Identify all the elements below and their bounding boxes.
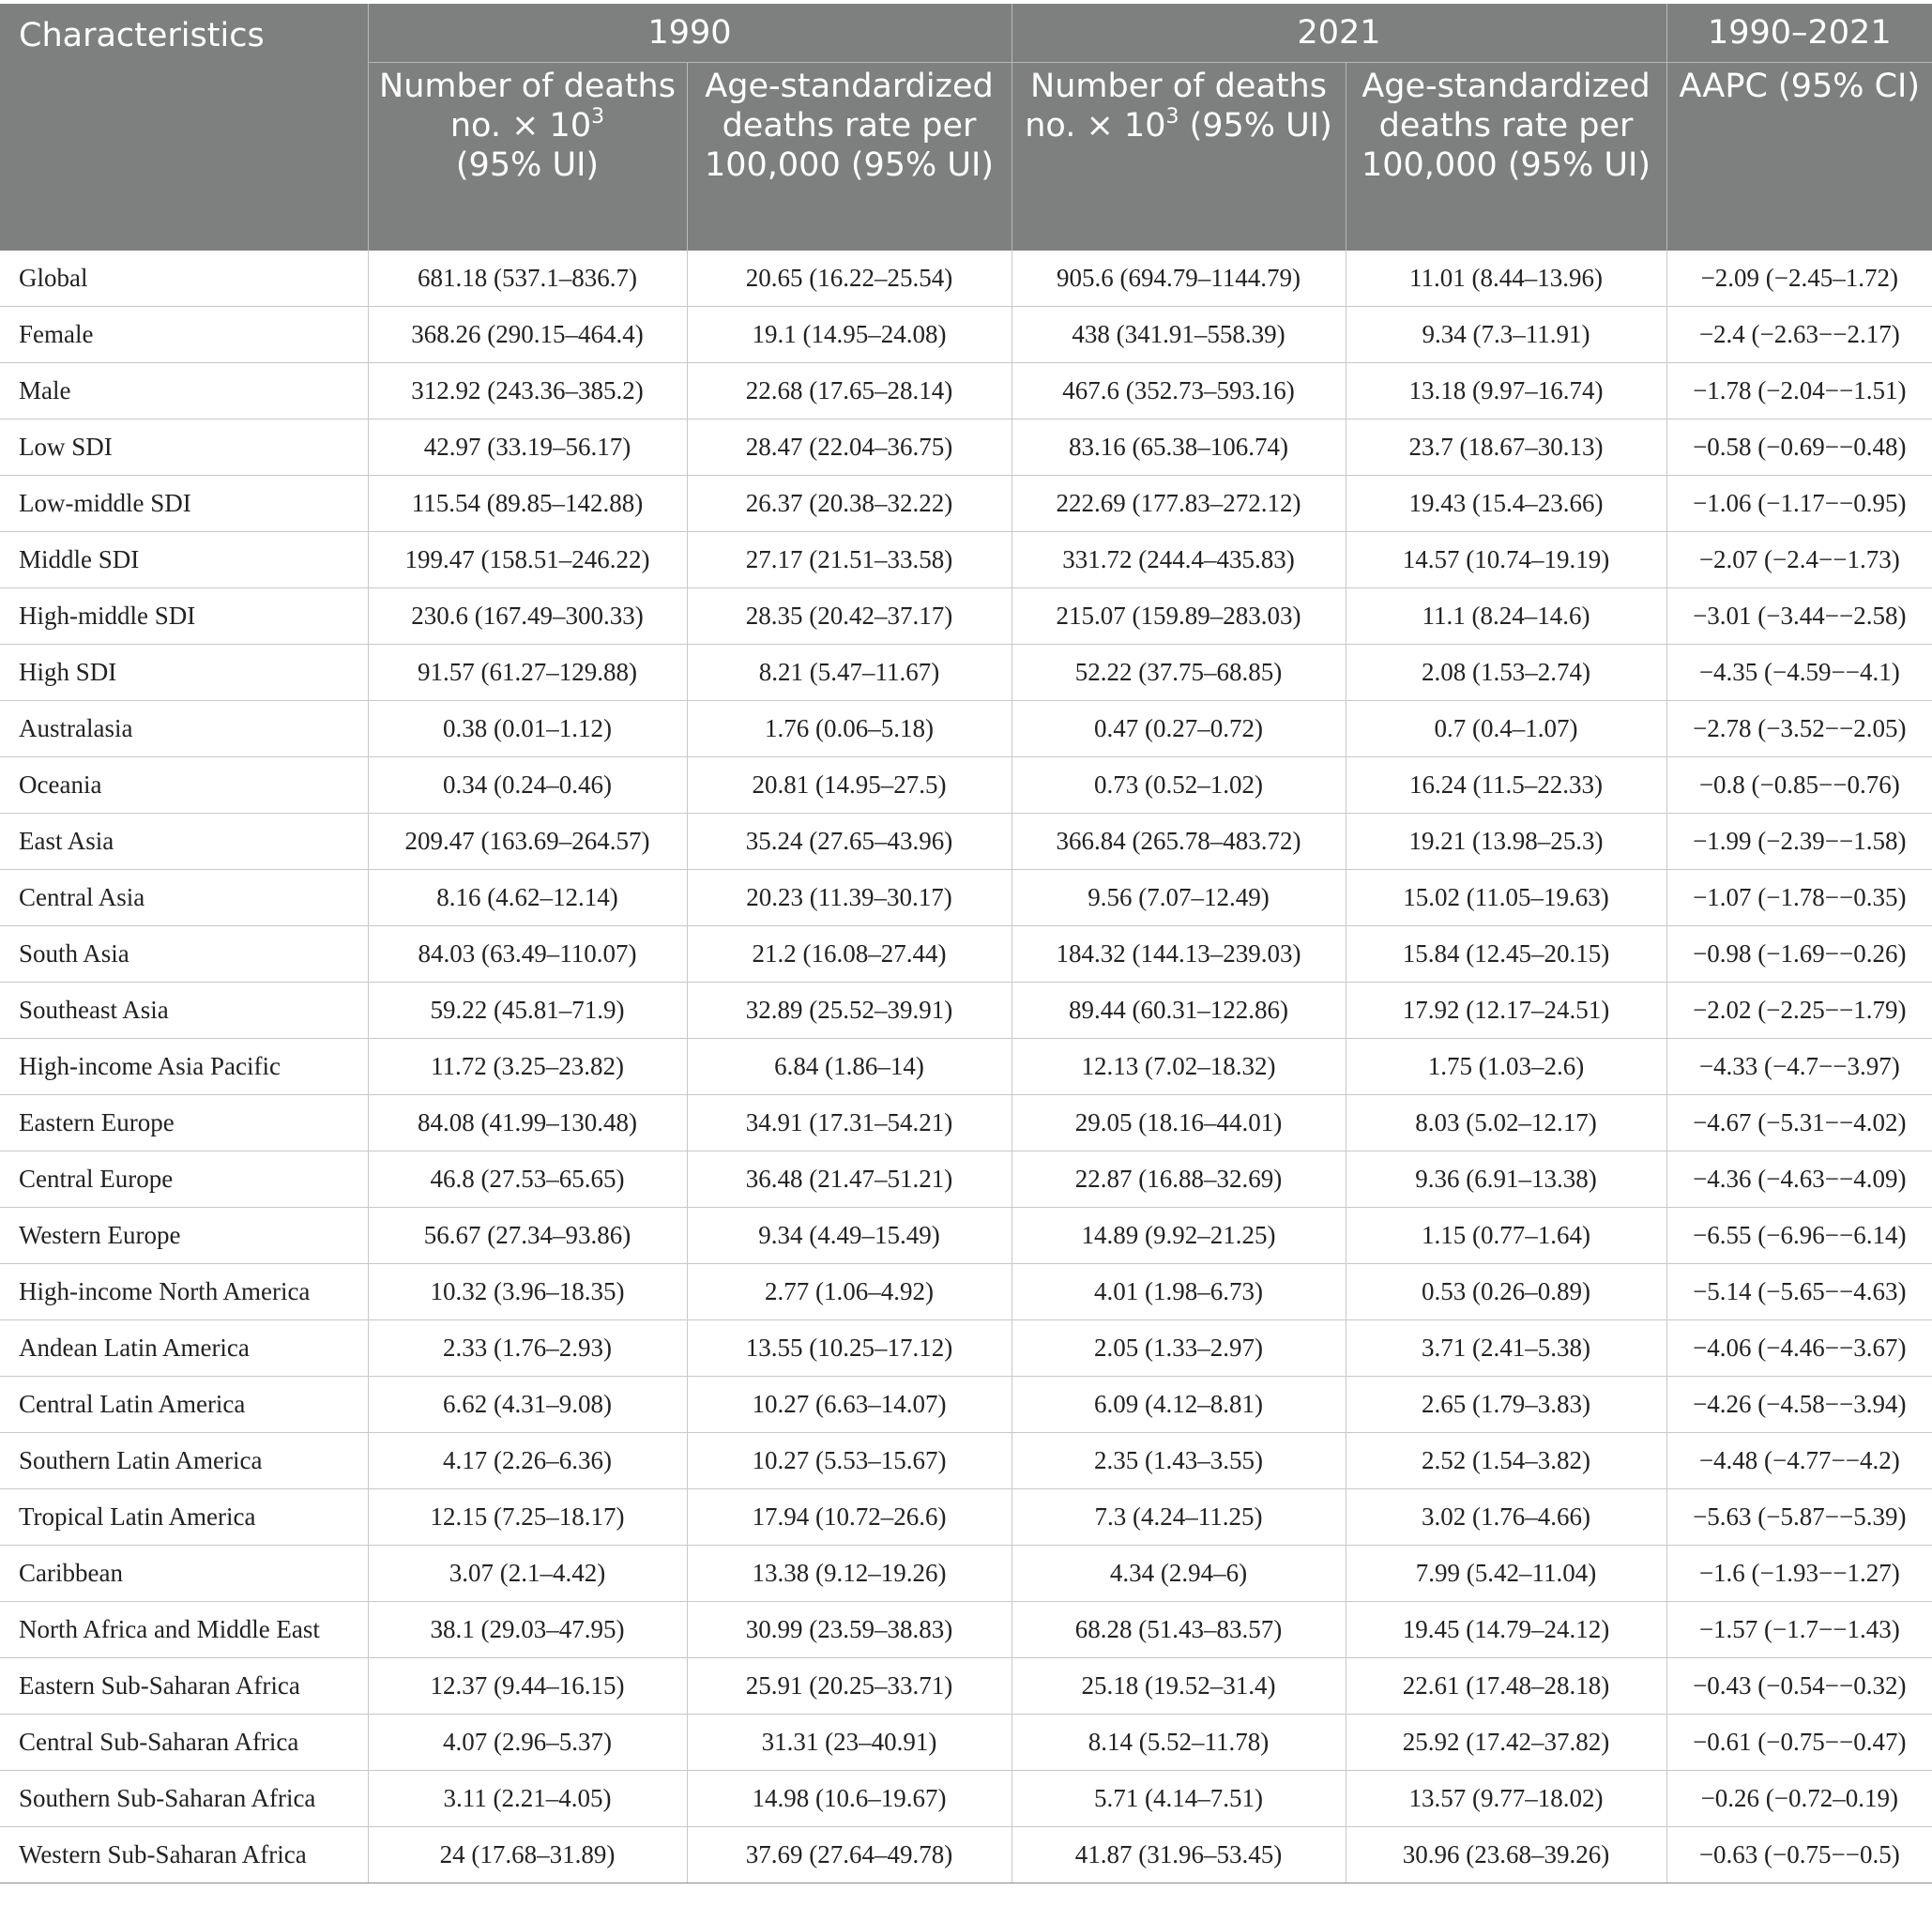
cell-deaths-2021: 438 (341.91–558.39): [1012, 307, 1346, 363]
cell-aapc: −4.36 (−4.63−−4.09): [1666, 1151, 1932, 1208]
cell-deaths-1990: 8.16 (4.62–12.14): [368, 870, 687, 926]
cell-deaths-2021: 41.87 (31.96–53.45): [1012, 1827, 1346, 1883]
cell-rate-1990: 37.69 (27.64–49.78): [687, 1827, 1012, 1883]
cell-aapc: −4.48 (−4.77−−4.2): [1666, 1433, 1932, 1489]
table-row: [0, 1264, 1932, 1320]
cell-aapc: −0.63 (−0.75−−0.5): [1666, 1827, 1932, 1883]
cell-deaths-2021: 184.32 (144.13–239.03): [1012, 926, 1346, 983]
cell-deaths-1990: 4.07 (2.96–5.37): [368, 1715, 687, 1771]
cell-deaths-2021: 4.01 (1.98–6.73): [1012, 1264, 1346, 1320]
cell-aapc: −4.67 (−5.31−−4.02): [1666, 1095, 1932, 1151]
table-row: [0, 926, 1932, 983]
cell-aapc: −2.07 (−2.4−−1.73): [1666, 532, 1932, 588]
cell-deaths-1990: 4.17 (2.26–6.36): [368, 1433, 687, 1489]
cell-characteristic: Global: [0, 251, 368, 307]
cell-aapc: −0.98 (−1.69−−0.26): [1666, 926, 1932, 983]
cell-characteristic: Low-middle SDI: [0, 476, 368, 532]
cell-characteristic: Central Europe: [0, 1151, 368, 1208]
cell-rate-2021: 16.24 (11.5–22.33): [1346, 757, 1666, 814]
data-table: [0, 4, 1932, 1883]
cell-aapc: −6.55 (−6.96−−6.14): [1666, 1208, 1932, 1264]
table-row: [0, 1377, 1932, 1433]
table-row: [0, 1151, 1932, 1208]
cell-characteristic: Central Asia: [0, 870, 368, 926]
cell-deaths-1990: 115.54 (89.85–142.88): [368, 476, 687, 532]
header-aapc: AAPC (95% CI): [1666, 63, 1932, 252]
cell-rate-1990: 26.37 (20.38–32.22): [687, 476, 1012, 532]
cell-aapc: −4.06 (−4.46−−3.67): [1666, 1320, 1932, 1377]
table-row: [0, 983, 1932, 1039]
cell-characteristic: Andean Latin America: [0, 1320, 368, 1377]
cell-deaths-2021: 467.6 (352.73–593.16): [1012, 363, 1346, 419]
cell-deaths-2021: 905.6 (694.79–1144.79): [1012, 251, 1346, 307]
cell-rate-2021: 7.99 (5.42–11.04): [1346, 1546, 1666, 1602]
cell-deaths-2021: 22.87 (16.88–32.69): [1012, 1151, 1346, 1208]
cell-characteristic: Male: [0, 363, 368, 419]
cell-rate-1990: 25.91 (20.25–33.71): [687, 1658, 1012, 1715]
cell-deaths-1990: 6.62 (4.31–9.08): [368, 1377, 687, 1433]
cell-characteristic: South Asia: [0, 926, 368, 983]
cell-rate-1990: 19.1 (14.95–24.08): [687, 307, 1012, 363]
cell-deaths-2021: 52.22 (37.75–68.85): [1012, 645, 1346, 701]
table-row: [0, 757, 1932, 814]
cell-aapc: −2.4 (−2.63−−2.17): [1666, 307, 1932, 363]
cell-aapc: −2.02 (−2.25−−1.79): [1666, 983, 1932, 1039]
table-row: [0, 1320, 1932, 1377]
cell-deaths-2021: 7.3 (4.24–11.25): [1012, 1489, 1346, 1546]
table-row: [0, 476, 1932, 532]
cell-characteristic: High-income Asia Pacific: [0, 1039, 368, 1095]
cell-deaths-2021: 0.47 (0.27–0.72): [1012, 701, 1346, 757]
header-deaths-2021: Number of deaths no. × $10^3$ (95% UI): [1012, 63, 1346, 252]
table-row: [0, 1602, 1932, 1658]
cell-characteristic: Western Europe: [0, 1208, 368, 1264]
cell-aapc: −2.78 (−3.52−−2.05): [1666, 701, 1932, 757]
cell-deaths-2021: 331.72 (244.4–435.83): [1012, 532, 1346, 588]
cell-rate-1990: 35.24 (27.65–43.96): [687, 814, 1012, 870]
cell-rate-2021: 11.01 (8.44–13.96): [1346, 251, 1666, 307]
cell-rate-1990: 2.77 (1.06–4.92): [687, 1264, 1012, 1320]
cell-rate-1990: 28.35 (20.42–37.17): [687, 588, 1012, 645]
table-row: [0, 1489, 1932, 1546]
cell-aapc: −0.26 (−0.72–0.19): [1666, 1771, 1932, 1827]
cell-rate-1990: 8.21 (5.47–11.67): [687, 645, 1012, 701]
cell-deaths-1990: 681.18 (537.1–836.7): [368, 251, 687, 307]
cell-aapc: −4.33 (−4.7−−3.97): [1666, 1039, 1932, 1095]
cell-deaths-2021: 0.73 (0.52–1.02): [1012, 757, 1346, 814]
cell-rate-2021: 2.52 (1.54–3.82): [1346, 1433, 1666, 1489]
cell-aapc: −4.35 (−4.59−−4.1): [1666, 645, 1932, 701]
table-row: [0, 870, 1932, 926]
cell-rate-2021: 2.08 (1.53–2.74): [1346, 645, 1666, 701]
table-row: [0, 251, 1932, 307]
cell-characteristic: Australasia: [0, 701, 368, 757]
cell-characteristic: Eastern Europe: [0, 1095, 368, 1151]
cell-deaths-1990: 209.47 (163.69–264.57): [368, 814, 687, 870]
cell-characteristic: Western Sub-Saharan Africa: [0, 1827, 368, 1883]
table-row: [0, 1771, 1932, 1827]
cell-rate-2021: 25.92 (17.42–37.82): [1346, 1715, 1666, 1771]
cell-rate-2021: 17.92 (12.17–24.51): [1346, 983, 1666, 1039]
cell-characteristic: Central Sub-Saharan Africa: [0, 1715, 368, 1771]
cell-deaths-2021: 68.28 (51.43–83.57): [1012, 1602, 1346, 1658]
cell-deaths-1990: 84.08 (41.99–130.48): [368, 1095, 687, 1151]
cell-rate-1990: 32.89 (25.52–39.91): [687, 983, 1012, 1039]
cell-rate-2021: 15.84 (12.45–20.15): [1346, 926, 1666, 983]
cell-rate-1990: 22.68 (17.65–28.14): [687, 363, 1012, 419]
cell-rate-1990: 17.94 (10.72–26.6): [687, 1489, 1012, 1546]
header-year-1990: 1990: [368, 4, 1012, 63]
cell-deaths-2021: 2.05 (1.33–2.97): [1012, 1320, 1346, 1377]
cell-deaths-1990: 312.92 (243.36–385.2): [368, 363, 687, 419]
table-row: [0, 1039, 1932, 1095]
table-row: [0, 1658, 1932, 1715]
cell-rate-2021: 3.02 (1.76–4.66): [1346, 1489, 1666, 1546]
cell-characteristic: Oceania: [0, 757, 368, 814]
cell-characteristic: Female: [0, 307, 368, 363]
table-row: [0, 1715, 1932, 1771]
cell-rate-1990: 28.47 (22.04–36.75): [687, 419, 1012, 476]
cell-rate-1990: 14.98 (10.6–19.67): [687, 1771, 1012, 1827]
cell-rate-2021: 30.96 (23.68–39.26): [1346, 1827, 1666, 1883]
cell-characteristic: High-income North America: [0, 1264, 368, 1320]
cell-deaths-2021: 89.44 (60.31–122.86): [1012, 983, 1346, 1039]
table-row: [0, 1827, 1932, 1883]
cell-deaths-2021: 5.71 (4.14–7.51): [1012, 1771, 1346, 1827]
cell-rate-1990: 31.31 (23–40.91): [687, 1715, 1012, 1771]
cell-deaths-1990: 0.34 (0.24–0.46): [368, 757, 687, 814]
cell-deaths-2021: 6.09 (4.12–8.81): [1012, 1377, 1346, 1433]
cell-rate-2021: 19.21 (13.98–25.3): [1346, 814, 1666, 870]
cell-deaths-2021: 9.56 (7.07–12.49): [1012, 870, 1346, 926]
table-body: [0, 251, 1932, 1883]
cell-rate-2021: 2.65 (1.79–3.83): [1346, 1377, 1666, 1433]
cell-rate-1990: 20.23 (11.39–30.17): [687, 870, 1012, 926]
cell-rate-2021: 19.45 (14.79–24.12): [1346, 1602, 1666, 1658]
header-deaths-1990: Number of deaths no. × $10^3$ (95% UI): [368, 63, 687, 252]
cell-deaths-2021: 2.35 (1.43–3.55): [1012, 1433, 1346, 1489]
cell-deaths-2021: 14.89 (9.92–21.25): [1012, 1208, 1346, 1264]
cell-rate-1990: 10.27 (6.63–14.07): [687, 1377, 1012, 1433]
cell-deaths-1990: 91.57 (61.27–129.88): [368, 645, 687, 701]
cell-characteristic: Southern Latin America: [0, 1433, 368, 1489]
cell-deaths-1990: 199.47 (158.51–246.22): [368, 532, 687, 588]
cell-characteristic: Southern Sub-Saharan Africa: [0, 1771, 368, 1827]
cell-aapc: −0.61 (−0.75−−0.47): [1666, 1715, 1932, 1771]
cell-aapc: −1.07 (−1.78−−0.35): [1666, 870, 1932, 926]
table-row: [0, 363, 1932, 419]
cell-aapc: −0.58 (−0.69−−0.48): [1666, 419, 1932, 476]
cell-deaths-1990: 230.6 (167.49–300.33): [368, 588, 687, 645]
table-container: [0, 4, 1932, 1883]
cell-aapc: −4.26 (−4.58−−3.94): [1666, 1377, 1932, 1433]
cell-aapc: −0.8 (−0.85−−0.76): [1666, 757, 1932, 814]
cell-rate-1990: 27.17 (21.51–33.58): [687, 532, 1012, 588]
cell-deaths-2021: 4.34 (2.94–6): [1012, 1546, 1346, 1602]
cell-rate-1990: 10.27 (5.53–15.67): [687, 1433, 1012, 1489]
cell-rate-1990: 34.91 (17.31–54.21): [687, 1095, 1012, 1151]
cell-deaths-1990: 12.15 (7.25–18.17): [368, 1489, 687, 1546]
cell-rate-1990: 30.99 (23.59–38.83): [687, 1602, 1012, 1658]
cell-rate-1990: 13.38 (9.12–19.26): [687, 1546, 1012, 1602]
cell-deaths-1990: 10.32 (3.96–18.35): [368, 1264, 687, 1320]
cell-rate-2021: 13.18 (9.97–16.74): [1346, 363, 1666, 419]
cell-deaths-2021: 215.07 (159.89–283.03): [1012, 588, 1346, 645]
cell-deaths-2021: 222.69 (177.83–272.12): [1012, 476, 1346, 532]
cell-deaths-1990: 46.8 (27.53–65.65): [368, 1151, 687, 1208]
table-row: [0, 1095, 1932, 1151]
cell-rate-2021: 14.57 (10.74–19.19): [1346, 532, 1666, 588]
cell-deaths-1990: 42.97 (33.19–56.17): [368, 419, 687, 476]
cell-aapc: −3.01 (−3.44−−2.58): [1666, 588, 1932, 645]
cell-aapc: −0.43 (−0.54−−0.32): [1666, 1658, 1932, 1715]
table-row: [0, 532, 1932, 588]
cell-rate-1990: 21.2 (16.08–27.44): [687, 926, 1012, 983]
cell-deaths-1990: 3.11 (2.21–4.05): [368, 1771, 687, 1827]
cell-aapc: −2.09 (−2.45–1.72): [1666, 251, 1932, 307]
cell-rate-2021: 9.34 (7.3–11.91): [1346, 307, 1666, 363]
table-header: [0, 4, 1932, 251]
cell-aapc: −5.14 (−5.65−−4.63): [1666, 1264, 1932, 1320]
cell-rate-1990: 20.65 (16.22–25.54): [687, 251, 1012, 307]
table-row: [0, 1546, 1932, 1602]
header-period: 1990–2021: [1666, 4, 1932, 63]
cell-rate-2021: 0.7 (0.4–1.07): [1346, 701, 1666, 757]
cell-rate-2021: 11.1 (8.24–14.6): [1346, 588, 1666, 645]
cell-characteristic: Caribbean: [0, 1546, 368, 1602]
cell-characteristic: High SDI: [0, 645, 368, 701]
cell-characteristic: Central Latin America: [0, 1377, 368, 1433]
cell-characteristic: East Asia: [0, 814, 368, 870]
cell-rate-1990: 6.84 (1.86–14): [687, 1039, 1012, 1095]
cell-characteristic: Southeast Asia: [0, 983, 368, 1039]
table-row: [0, 1208, 1932, 1264]
cell-characteristic: Middle SDI: [0, 532, 368, 588]
cell-deaths-1990: 0.38 (0.01–1.12): [368, 701, 687, 757]
cell-rate-2021: 1.75 (1.03–2.6): [1346, 1039, 1666, 1095]
cell-aapc: −1.57 (−1.7−−1.43): [1666, 1602, 1932, 1658]
cell-deaths-1990: 24 (17.68–31.89): [368, 1827, 687, 1883]
cell-aapc: −1.78 (−2.04−−1.51): [1666, 363, 1932, 419]
cell-characteristic: Eastern Sub-Saharan Africa: [0, 1658, 368, 1715]
cell-rate-1990: 13.55 (10.25–17.12): [687, 1320, 1012, 1377]
table-row: [0, 645, 1932, 701]
cell-deaths-1990: 3.07 (2.1–4.42): [368, 1546, 687, 1602]
cell-rate-2021: 3.71 (2.41–5.38): [1346, 1320, 1666, 1377]
cell-rate-2021: 19.43 (15.4–23.66): [1346, 476, 1666, 532]
header-rate-2021: Age-standardized deaths rate per 100,000 (95% UI): [1346, 63, 1666, 252]
cell-rate-1990: 36.48 (21.47–51.21): [687, 1151, 1012, 1208]
cell-rate-2021: 8.03 (5.02–12.17): [1346, 1095, 1666, 1151]
cell-deaths-1990: 84.03 (63.49–110.07): [368, 926, 687, 983]
header-rate-1990: Age-standardized deaths rate per 100,000 (95% UI): [687, 63, 1012, 252]
table-row: [0, 588, 1932, 645]
table-row: [0, 814, 1932, 870]
cell-deaths-1990: 368.26 (290.15–464.4): [368, 307, 687, 363]
cell-deaths-1990: 11.72 (3.25–23.82): [368, 1039, 687, 1095]
cell-deaths-1990: 12.37 (9.44–16.15): [368, 1658, 687, 1715]
cell-rate-1990: 20.81 (14.95–27.5): [687, 757, 1012, 814]
header-year-2021: 2021: [1012, 4, 1666, 63]
cell-deaths-2021: 12.13 (7.02–18.32): [1012, 1039, 1346, 1095]
cell-characteristic: Low SDI: [0, 419, 368, 476]
cell-aapc: −1.6 (−1.93−−1.27): [1666, 1546, 1932, 1602]
cell-aapc: −1.99 (−2.39−−1.58): [1666, 814, 1932, 870]
cell-rate-2021: 13.57 (9.77–18.02): [1346, 1771, 1666, 1827]
table-row: [0, 307, 1932, 363]
cell-deaths-2021: 25.18 (19.52–31.4): [1012, 1658, 1346, 1715]
table-row: [0, 419, 1932, 476]
cell-rate-2021: 9.36 (6.91–13.38): [1346, 1151, 1666, 1208]
cell-deaths-1990: 59.22 (45.81–71.9): [368, 983, 687, 1039]
table-row: [0, 701, 1932, 757]
header-characteristics: Characteristics: [0, 4, 368, 251]
cell-rate-2021: 23.7 (18.67–30.13): [1346, 419, 1666, 476]
cell-deaths-2021: 83.16 (65.38–106.74): [1012, 419, 1346, 476]
cell-characteristic: North Africa and Middle East: [0, 1602, 368, 1658]
cell-rate-1990: 1.76 (0.06–5.18): [687, 701, 1012, 757]
cell-deaths-1990: 56.67 (27.34–93.86): [368, 1208, 687, 1264]
cell-characteristic: High-middle SDI: [0, 588, 368, 645]
table-row: [0, 1433, 1932, 1489]
cell-rate-2021: 15.02 (11.05–19.63): [1346, 870, 1666, 926]
cell-characteristic: Tropical Latin America: [0, 1489, 368, 1546]
cell-deaths-2021: 29.05 (18.16–44.01): [1012, 1095, 1346, 1151]
cell-aapc: −1.06 (−1.17−−0.95): [1666, 476, 1932, 532]
cell-deaths-2021: 366.84 (265.78–483.72): [1012, 814, 1346, 870]
cell-rate-2021: 0.53 (0.26–0.89): [1346, 1264, 1666, 1320]
cell-deaths-1990: 2.33 (1.76–2.93): [368, 1320, 687, 1377]
cell-deaths-2021: 8.14 (5.52–11.78): [1012, 1715, 1346, 1771]
cell-rate-1990: 9.34 (4.49–15.49): [687, 1208, 1012, 1264]
cell-deaths-1990: 38.1 (29.03–47.95): [368, 1602, 687, 1658]
cell-rate-2021: 22.61 (17.48–28.18): [1346, 1658, 1666, 1715]
cell-aapc: −5.63 (−5.87−−5.39): [1666, 1489, 1932, 1546]
cell-rate-2021: 1.15 (0.77–1.64): [1346, 1208, 1666, 1264]
